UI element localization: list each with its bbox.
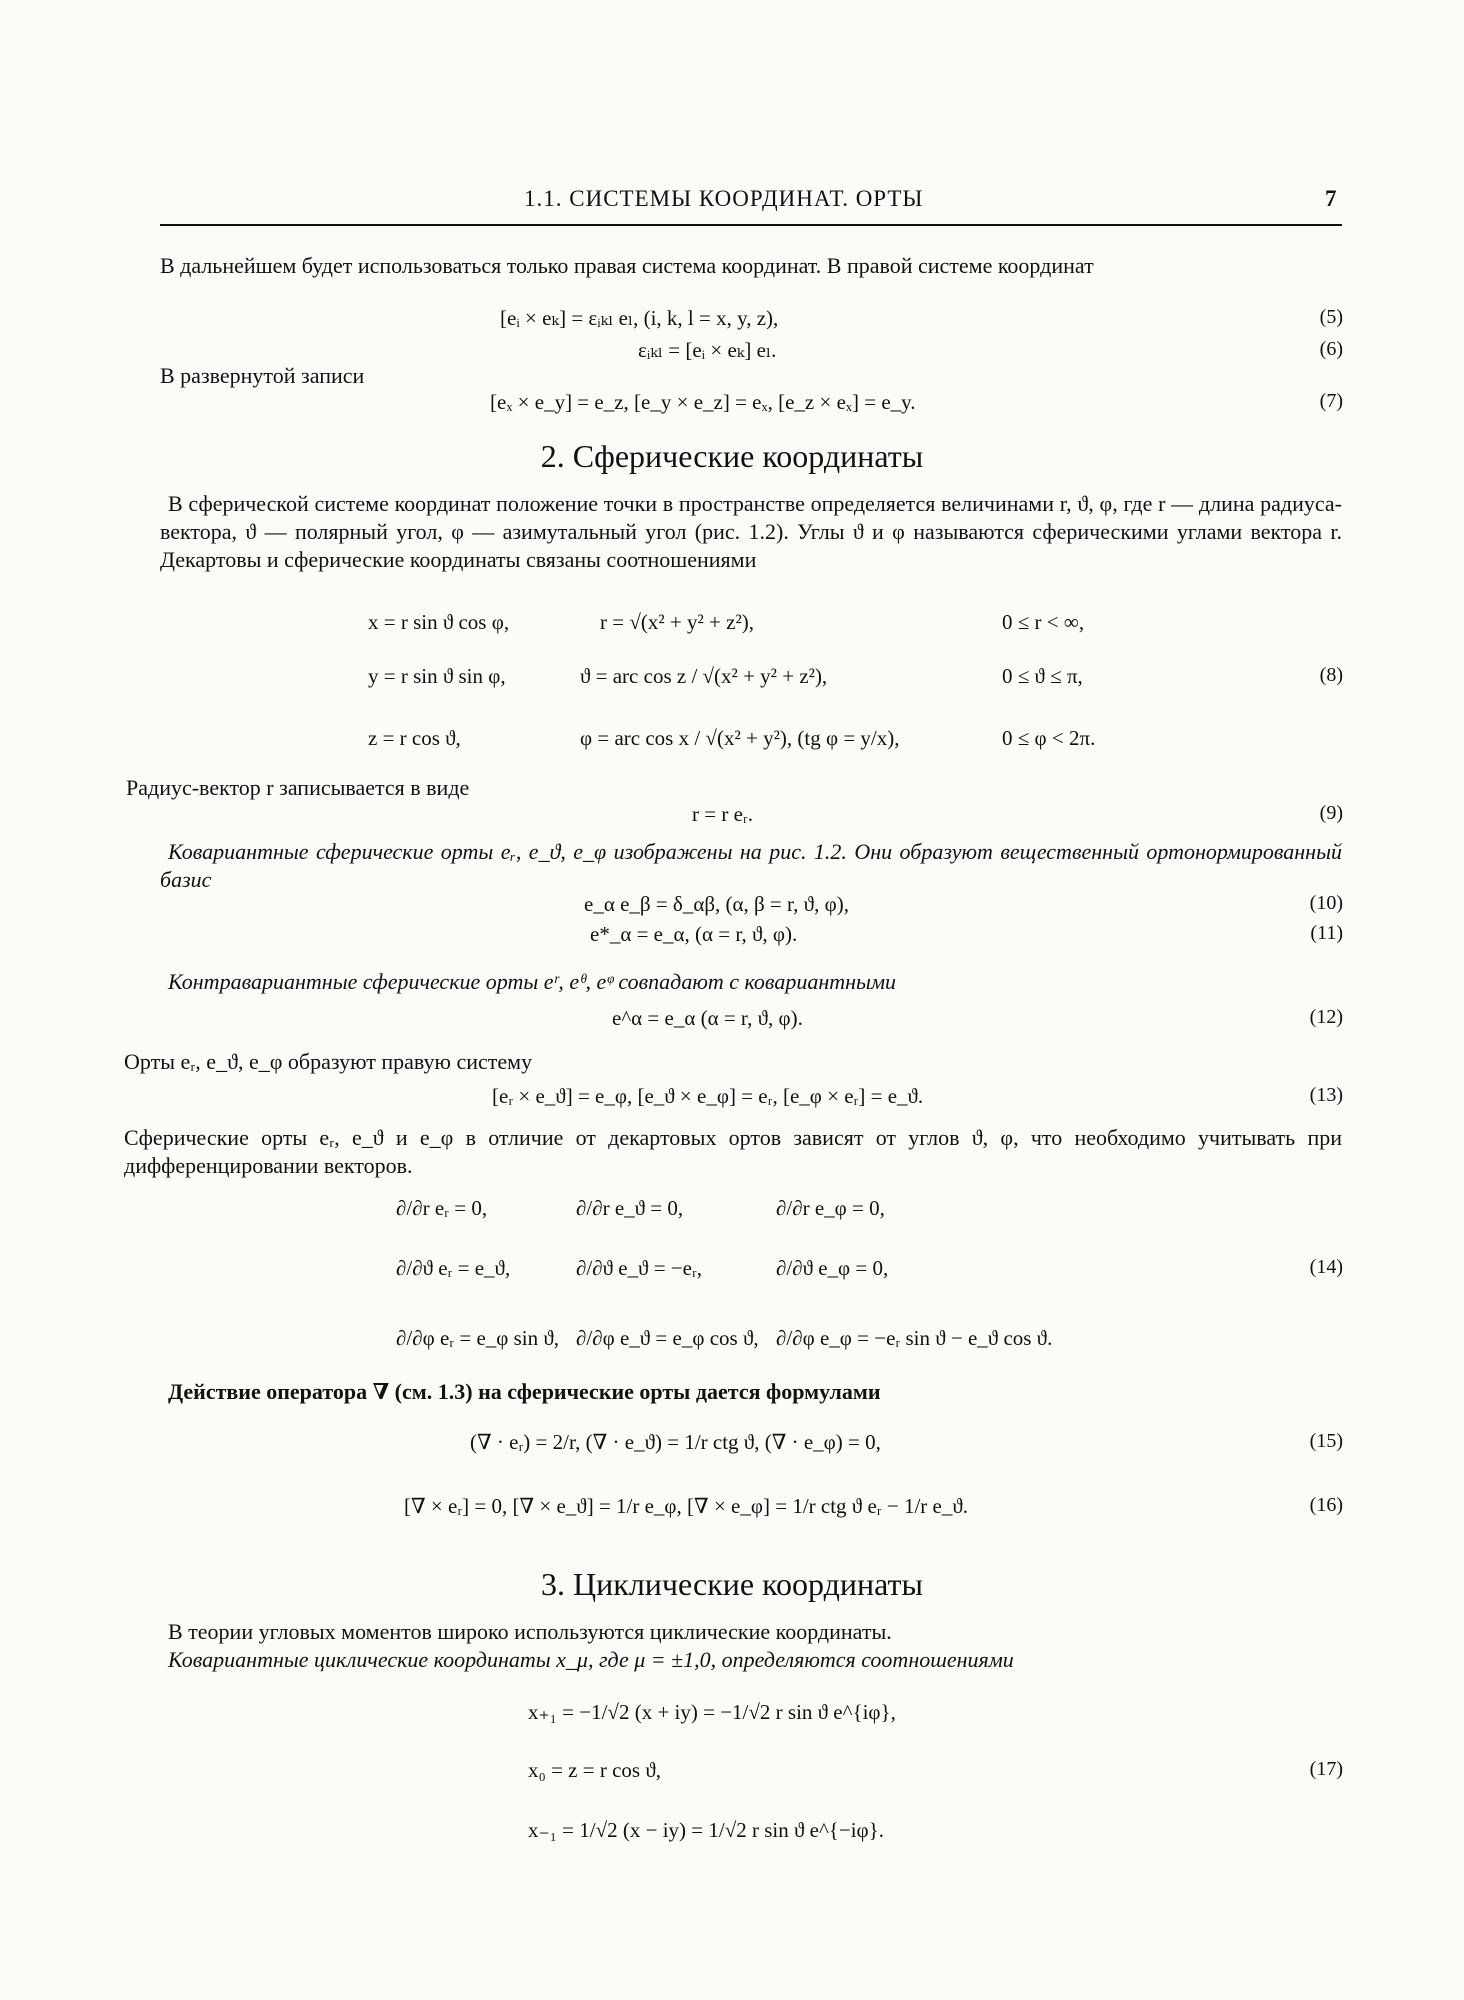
equation-14-number: (14) xyxy=(1309,1256,1343,1278)
equation-7: [eₓ × e_y] = e_z, [e_y × e_z] = eₓ, [e_z × eₓ] = e_y. xyxy=(490,390,916,414)
equation-8-theta: ϑ = arc cos z / √(x² + y² + z²), xyxy=(580,664,828,688)
equation-8-y: y = r sin ϑ sin φ, xyxy=(368,664,506,688)
equation-14-c1: ∂/∂φ eᵣ = e_φ sin ϑ, xyxy=(396,1326,560,1350)
section-2-title: 2. Сферические координаты xyxy=(540,438,924,474)
equation-14-b3: ∂/∂ϑ e_φ = 0, xyxy=(776,1256,889,1280)
equation-6: εᵢₖₗ = [eᵢ × eₖ] eₗ. xyxy=(638,338,777,362)
equation-14-c2: ∂/∂φ e_ϑ = e_φ cos ϑ, xyxy=(576,1326,759,1350)
equation-17-zero: x₀ = z = r cos ϑ, xyxy=(528,1758,661,1782)
equation-8-r: r = √(x² + y² + z²), xyxy=(600,610,754,634)
paragraph-right-system: Орты eᵣ, e_ϑ, e_φ образуют правую систему xyxy=(124,1049,533,1074)
equation-11-number: (11) xyxy=(1310,922,1343,944)
equation-5-number: (5) xyxy=(1319,306,1343,328)
equation-17-number: (17) xyxy=(1309,1758,1343,1780)
equation-10-number: (10) xyxy=(1309,892,1343,914)
equation-8-z: z = r cos ϑ, xyxy=(368,726,461,750)
equation-14-b2: ∂/∂ϑ e_ϑ = −eᵣ, xyxy=(576,1256,703,1280)
equation-15: (∇ · eᵣ) = 2/r, (∇ · e_ϑ) = 1/r ctg ϑ, (∇ · e_φ) = 0, xyxy=(470,1430,881,1454)
equation-17-minus: x₋₁ = 1/√2 (x − iy) = 1/√2 r sin ϑ e^{−iφ}. xyxy=(528,1818,885,1842)
equation-15-number: (15) xyxy=(1309,1430,1343,1452)
running-header-title: 1.1. СИСТЕМЫ КООРДИНАТ. ОРТЫ xyxy=(524,186,924,211)
page-number: 7 xyxy=(1325,186,1338,211)
equation-7-number: (7) xyxy=(1319,390,1343,412)
equation-10: e_α e_β = δ_αβ, (α, β = r, ϑ, φ), xyxy=(584,892,849,916)
equation-8-number: (8) xyxy=(1319,664,1343,686)
paragraph-nabla: Действие оператора ∇ (см. 1.3) на сферические орты дается формулами xyxy=(168,1379,881,1404)
equation-9-number: (9) xyxy=(1319,802,1343,824)
equation-12-number: (12) xyxy=(1309,1006,1343,1028)
paragraph-dependence: Сферические орты eᵣ, e_ϑ и e_φ в отличие от декартовых ортов зависят от углов ϑ, φ, что необходимо учитывать при дифференцировании векторов. xyxy=(124,1125,1342,1178)
equation-8-theta-range: 0 ≤ ϑ ≤ π, xyxy=(1002,664,1083,688)
equation-8-phi-range: 0 ≤ φ < 2π. xyxy=(1002,726,1096,750)
equation-14-a3: ∂/∂r e_φ = 0, xyxy=(776,1196,885,1220)
paragraph-intro: В дальнейшем будет использоваться только правая система координат. В правой системе координат xyxy=(160,253,1094,278)
paragraph-spherical-intro: В сферической системе координат положение точки в пространстве определяется величинами r, ϑ, φ, где r — длина радиуса-вектора, ϑ — полярный угол, φ — азимутальный угол (рис. 1.2). Углы ϑ и φ называются сферическими углами вектора r. Декартовы и сферические координаты связаны соотношениями xyxy=(160,491,1342,572)
paragraph-radius-vector: Радиус-вектор r записывается в виде xyxy=(126,775,470,800)
paragraph-contravariant: Контравариантные сферические орты eʳ, eᶿ, eᵠ совпадают с ковариантными xyxy=(168,969,896,994)
paragraph-expanded: В развернутой записи xyxy=(160,363,365,388)
equation-8-x: x = r sin ϑ cos φ, xyxy=(368,610,510,634)
equation-6-number: (6) xyxy=(1319,338,1343,360)
equation-14-a2: ∂/∂r e_ϑ = 0, xyxy=(576,1196,684,1220)
equation-17-plus: x₊₁ = −1/√2 (x + iy) = −1/√2 r sin ϑ e^{iφ}, xyxy=(528,1700,896,1724)
equation-16: [∇ × eᵣ] = 0, [∇ × e_ϑ] = 1/r e_φ, [∇ × e_φ] = 1/r ctg ϑ eᵣ − 1/r e_ϑ. xyxy=(404,1494,968,1518)
equation-9: r = r eᵣ. xyxy=(692,802,753,826)
equation-8-r-range: 0 ≤ r < ∞, xyxy=(1002,610,1085,634)
equation-5: [eᵢ × eₖ] = εᵢₖₗ eₗ, (i, k, l = x, y, z), xyxy=(500,306,779,330)
equation-16-number: (16) xyxy=(1309,1494,1343,1516)
equation-8-phi: φ = arc cos x / √(x² + y²), (tg φ = y/x), xyxy=(580,726,900,750)
section-3-title: 3. Циклические координаты xyxy=(541,1566,923,1602)
paragraph-covariant: Ковариантные сферические орты eᵣ, e_ϑ, e_φ изображены на рис. 1.2. Они образуют вещественный ортонормированный базис xyxy=(160,839,1342,892)
equation-12: e^α = e_α (α = r, ϑ, φ). xyxy=(612,1006,803,1030)
equation-14-a1: ∂/∂r eᵣ = 0, xyxy=(396,1196,488,1220)
paragraph-cyclic-1: В теории угловых моментов широко используются циклические координаты. xyxy=(168,1619,892,1644)
equation-13-number: (13) xyxy=(1309,1084,1343,1106)
equation-14-c3: ∂/∂φ e_φ = −eᵣ sin ϑ − e_ϑ cos ϑ. xyxy=(776,1326,1053,1350)
equation-14-b1: ∂/∂ϑ eᵣ = e_ϑ, xyxy=(396,1256,511,1280)
equation-11: e*_α = e_α, (α = r, ϑ, φ). xyxy=(590,922,798,946)
paragraph-cyclic-2: Ковариантные циклические координаты x_μ, где μ = ±1,0, определяются соотношениями xyxy=(168,1647,1014,1672)
header-rule xyxy=(160,224,1342,226)
equation-13: [eᵣ × e_ϑ] = e_φ, [e_ϑ × e_φ] = eᵣ, [e_φ × eᵣ] = e_ϑ. xyxy=(492,1084,924,1108)
